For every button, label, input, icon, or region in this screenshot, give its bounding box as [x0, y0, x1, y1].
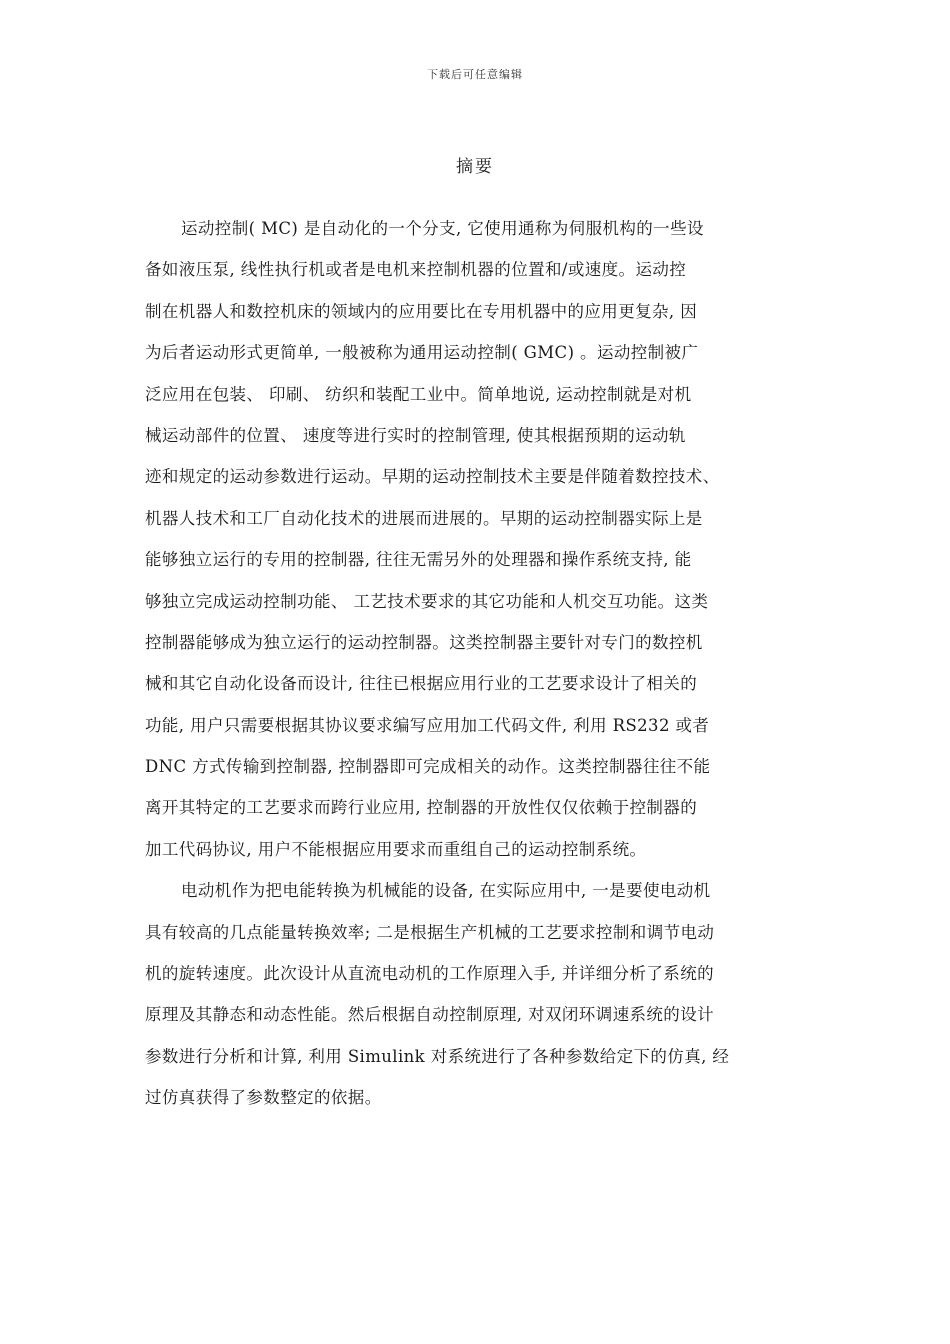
paragraph-2 — [145, 870, 810, 1118]
text-line: 为后者运动形式更简单, 一般被称为通用运动控制( GMC) 。运动控制被广 — [145, 343, 699, 363]
text-line: 控制器能够成为独立运行的运动控制器。这类控制器主要针对专门的数控机 — [145, 632, 703, 652]
text-line: 过仿真获得了参数整定的依据。 — [145, 1088, 382, 1108]
paragraph-1 — [145, 208, 810, 870]
text-line: 具有较高的几点能量转换效率; 二是根据生产机械的工艺要求控制和调节电动 — [145, 922, 715, 942]
page-title: 摘要 — [456, 157, 494, 177]
text-line: 制在机器人和数控机床的领域内的应用要比在专用机器中的应用更复杂, 因 — [145, 301, 698, 321]
text-line: 参数进行分析和计算, 利用 Simulink 对系统进行了各种参数给定下的仿真, 经 — [145, 1046, 730, 1066]
text-line: 电动机作为把电能转换为机械能的设备, 在实际应用中, 一是要使电动机 — [181, 881, 711, 901]
text-line: 够独立完成运动控制功能、 工艺技术要求的其它功能和人机交互功能。这类 — [145, 591, 709, 611]
body-text — [145, 208, 810, 1119]
text-line: 功能, 用户只需要根据其协议要求编写应用加工代码文件, 利用 RS232 或者 — [145, 715, 710, 735]
text-line: 械和其它自动化设备而设计, 往往已根据应用行业的工艺要求设计了相关的 — [145, 674, 698, 694]
text-line: 备如液压泵, 线性执行机或者是电机来控制机器的位置和/或速度。运动控 — [145, 260, 687, 280]
text-line: 泛应用在包装、 印刷、 纺织和装配工业中。简单地说, 运动控制就是对机 — [145, 384, 692, 404]
text-line: 运动控制( MC) 是自动化的一个分支, 它使用通称为伺服机构的一些设 — [181, 219, 704, 238]
text-line: 能够独立运行的专用的控制器, 往往无需另外的处理器和操作系统支持, 能 — [145, 550, 692, 570]
text-line: 械运动部件的位置、 速度等进行实时的控制管理, 使其根据预期的运动轨 — [145, 425, 686, 445]
text-line: DNC 方式传输到控制器, 控制器即可完成相关的动作。这类控制器往往不能 — [145, 757, 711, 777]
header-note: 下载后可任意编辑 — [427, 68, 523, 81]
text-line: 加工代码协议, 用户不能根据应用要求而重组自己的运动控制系统。 — [145, 839, 647, 859]
text-line: 原理及其静态和动态性能。然后根据自动控制原理, 对双闭环调速系统的设计 — [145, 1005, 714, 1025]
text-line: 机器人技术和工厂自动化技术的进展而进展的。早期的运动控制器实际上是 — [145, 508, 703, 528]
text-line: 机的旋转速度。此次设计从直流电动机的工作原理入手, 并详细分析了系统的 — [145, 964, 714, 984]
text-line: 离开其特定的工艺要求而跨行业应用, 控制器的开放性仅仅依赖于控制器的 — [145, 798, 698, 818]
text-line: 迹和规定的运动参数进行运动。早期的运动控制技术主要是伴随着数控技术、 — [145, 467, 720, 487]
